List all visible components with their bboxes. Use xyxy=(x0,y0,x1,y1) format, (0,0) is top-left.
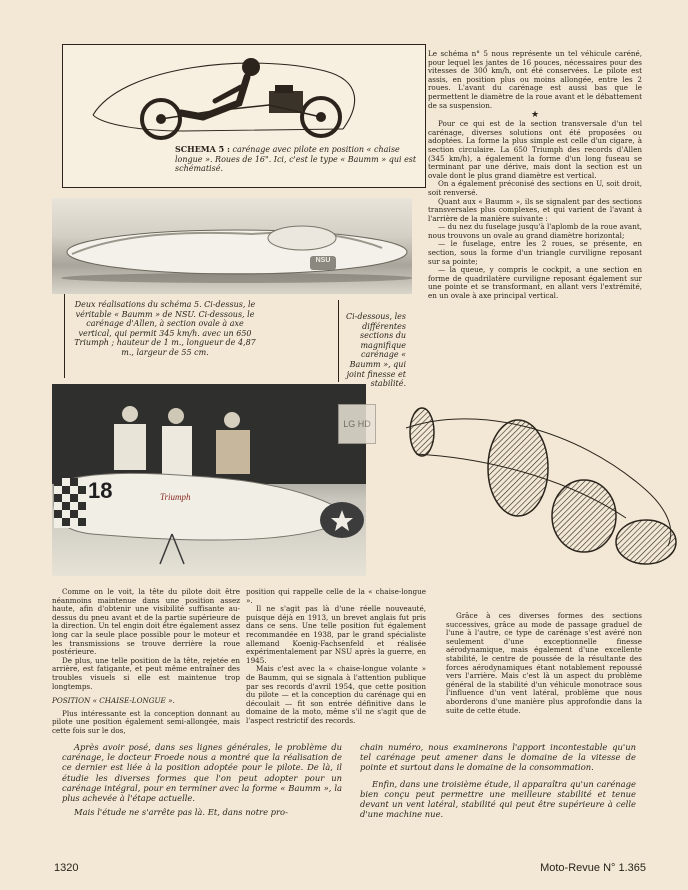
baumm-sections-diagram xyxy=(396,398,682,576)
col1-para-2: De plus, une telle position de la tête, rejetée en arrière, est fatigante, et peut même entraîner des troubles visuels si elle est maintenue trop longtemps. xyxy=(52,655,240,691)
race-number: 18 xyxy=(88,478,113,503)
col2-para-3: Mais c'est avec la « chaise-longue volante » de Baumm, qui se signala à l'attention publique par ses records d'avril 1954, que cette position du pilote — et la conception du carénage qui en découlait — fit son entrée définitive dans le domaine de la moto, même s'il ne s'agit que de l'aspect restrictif des records. xyxy=(246,664,426,725)
nsu-streamliner-illustration xyxy=(52,198,412,294)
schema-diagram-box xyxy=(62,44,426,188)
caption-divider xyxy=(64,294,65,378)
section-cockpit-quad xyxy=(552,480,616,552)
right-para-3: On a également préconisé des sections en U, soit droit, soit renversé. xyxy=(428,179,642,197)
conclusion-right xyxy=(360,742,636,819)
conclusion-right-para-1: chain numéro, nous examinerons l'apport incontestable qu'un tel carénage peut amener dans le domaine de la vitesse de pointe et surtout dans le domaine de la consommation. xyxy=(360,742,636,773)
triumph-lettering: Triumph xyxy=(160,492,191,502)
nsu-badge: NSU xyxy=(315,257,331,264)
conclusion-left-para-1: Après avoir posé, dans ses lignes générales, le problème du carénage, le docteur Froede nous a montré que la réalisation de ce dernier est liée à la position adoptée pour le pilote. De là, il étudie les diverses formes que l'on peut adopter pour un carénage intégral, pour en terminer avec la forme « Baumm », la plus achevée à l'étape actuelle. xyxy=(62,742,342,804)
magazine-issue: Moto-Revue N° 1.365 xyxy=(540,862,646,874)
allen-triumph-photo xyxy=(52,384,366,576)
section-star: ★ xyxy=(530,110,540,121)
col1-para-3: Plus intéressante est la conception donnant au pilote une position également semi-allongée, mais cette fois sur le dos, xyxy=(52,708,240,735)
watermark-logo xyxy=(338,404,376,444)
right-para-2: Pour ce qui est de la section transversale d'un tel carénage, diverses solutions ont été proposées ou adoptées. La forme la plus simple est celle d'un cigare, à section circulaire. La 650 Triumph des records d'Allen (345 km/h), a également la forme d'un long fuseau se terminant par une dérive, mais dont la section est un ovale dont le plus grand diamètre est vertical. xyxy=(428,119,642,180)
right-para-1: Le schéma n° 5 nous représente un tel véhicule caréné, pour lequel les jantes de 16 pouces, nécessaires pour des vitesses de 300 km/h, ont été conservées. Le pilote est assis, en position plus ou moins allongée, entre les 2 roues. L'avant du carénage est aussi bas que le permettent le diamètre de la roue avant et le débattement de sa suspension. xyxy=(428,49,642,110)
nsu-baumm-photo xyxy=(52,198,412,294)
sections-caption: Ci-dessous, les différentes sections du magnifique carénage « Baumm », qui joint finesse et stabilité. xyxy=(345,312,406,389)
section-tail-oval xyxy=(616,520,676,564)
right-para-5: — du nez du fuselage jusqu'à l'aplomb de la roue avant, nous trouvons un ovale au grand diamètre horizontal; xyxy=(428,222,642,240)
schema-5-motorcycle-diagram xyxy=(63,45,425,141)
col2-para-1: position qui rappelle celle de la « chaise-longue ». xyxy=(246,587,426,605)
conclusion-left-para-2: Mais l'étude ne s'arrête pas là. Et, dans notre pro- xyxy=(74,807,288,818)
col1-heading: POSITION « CHAISE-LONGUE ». xyxy=(52,696,175,706)
conclusion-right-para-2: Enfin, dans une troisième étude, il apparaîtra qu'un carénage bien conçu peut permettre une meilleure stabilité et tenue devant un vent latéral, stabilité qui peut être supérieure à celle d'une machine nue. xyxy=(360,778,636,820)
column-1 xyxy=(52,588,240,736)
conclusion-left xyxy=(62,742,342,817)
col1-para-1: Comme on le voit, la tête du pilote doit être néanmoins maintenue dans une position assez haute, afin d'obtenir une visibilité suffisante au-dessus du pneu avant et de la partie supérieure de la direction. Un tel engin doit être également assez long car la seule place possible pour le moteur et les transmissions se trouve derrière la roue postérieure. xyxy=(52,587,240,657)
sections-caption-divider xyxy=(338,300,339,382)
watermark-text: LG HD xyxy=(343,419,371,429)
nsu-caption: Deux réalisations du schéma 5. Ci-dessus, le véritable « Baumm » de NSU. Ci-dessous, le carénage d'Allen, à section ovale à axe vertical, qui permit 345 km/h. avec un 650 Triumph ; hauteur de 1 m., longueur de 4,87 m., largeur de 55 cm. xyxy=(74,300,256,357)
column-3 xyxy=(446,612,642,715)
right-para-7: — la queue, y compris le cockpit, a une section en forme de quadrilatère curviligne reposant également sur une pointe et se transformant, en allant vers l'extrémité, en un ovale à axe principal vertical. xyxy=(428,265,642,301)
section-mid-triangle xyxy=(488,420,548,516)
right-para-6: — le fuselage, entre les 2 roues, se présente, en section, sous la forme d'un triangle curviligne reposant sur sa pointe; xyxy=(428,239,642,266)
section-nose-oval xyxy=(410,408,434,456)
col3-para-1: Grâce à ces diverses formes des sections successives, grâce au mode de passage graduel de l'une à l'autre, ce type de carénage s'est avéré non seulement d'une exceptionnelle finesse aérodynamique, mais également d'une excellente stabilité, le centre de poussée de la résultante des forces aérodynamiques étant notablement repoussé vers l'arrière. Mais c'est là un aspect du problème général de la stabilité d'un véhicule monotrace sous l'influence d'un vent latéral, problème que nous aborderons d'une manière plus approfondie dans la suite de cette étude. xyxy=(446,611,642,715)
col2-para-2: Il ne s'agit pas là d'une réelle nouveauté, puisque déjà en 1913, un brevet anglais fut pris dans ce sens. Une telle position fut également recommandée en 1938, par le grand spécialiste allemand Koenig-Fachsenfeld et réalisée expérimentalement par NSU après la guerre, en 1945. xyxy=(246,604,426,665)
schema-caption-text: carénage avec pilote en position « chaise longue ». Roues de 16". Ici, c'est le type « Baumm » qui est schématisé. xyxy=(175,145,417,174)
right-column xyxy=(428,50,642,301)
column-2 xyxy=(246,588,426,726)
schema-label: SCHEMA 5 : xyxy=(175,144,230,154)
page-number: 1320 xyxy=(54,862,79,874)
right-para-4: Quant aux « Baumm », ils se signalent par des sections transversales plus complexes, et qui varient de l'avant à l'arrière de la manière suivante : xyxy=(428,196,642,223)
